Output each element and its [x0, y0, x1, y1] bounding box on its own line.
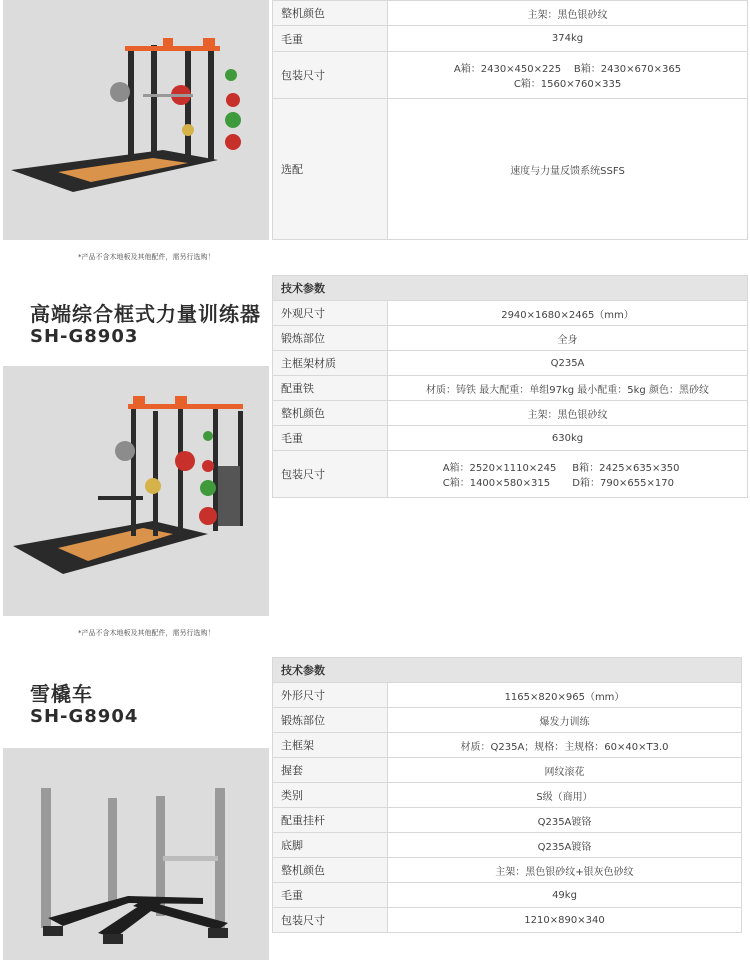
spec-value: 374kg: [388, 26, 748, 52]
pack-b: B箱：2425×635×350: [572, 463, 680, 474]
spec-value: 1165×820×965（mm）: [388, 683, 742, 708]
product-image-g8902: [3, 0, 269, 240]
spec-value: Q235A: [388, 351, 748, 376]
sled-illustration: [3, 748, 269, 960]
spec-value: 630kg: [388, 426, 748, 451]
spec-key: 锻炼部位: [273, 326, 388, 351]
spec-key: 主框架材质: [273, 351, 388, 376]
product-image-g8904: [3, 748, 269, 960]
pack-d: D箱：790×655×170: [572, 478, 674, 489]
spec-key: 底脚: [273, 833, 388, 858]
spec-value: 主架：黑色银砂纹+银灰色砂纹: [388, 858, 742, 883]
spec-key: 毛重: [273, 426, 388, 451]
spec-key: 外形尺寸: [273, 683, 388, 708]
spec-key: 毛重: [273, 883, 388, 908]
spec-key: 外观尺寸: [273, 301, 388, 326]
pack-a: A箱：2520×1110×245: [442, 463, 557, 474]
spec-value: 49kg: [388, 883, 742, 908]
spec-header: 技术参数: [273, 658, 742, 683]
spec-value: 速度与力量反馈系统SSFS: [388, 99, 748, 240]
product-model: SH-G8904: [30, 706, 139, 727]
spec-value: 主架：黑色银砂纹: [388, 1, 748, 26]
pack-c: C箱：1560×760×335: [513, 79, 622, 90]
spec-value: 全身: [388, 326, 748, 351]
product-image-g8903: [3, 366, 269, 616]
product-title: 雪橇车: [30, 682, 93, 706]
spec-key: 毛重: [273, 26, 388, 52]
spec-value-pack: [388, 52, 748, 99]
spec-table-g8904: [272, 657, 742, 933]
spec-key: 配重挂杆: [273, 808, 388, 833]
spec-value-pack: [388, 451, 748, 498]
spec-key: 类别: [273, 783, 388, 808]
spec-key: 主框架: [273, 733, 388, 758]
spec-value: 网纹滚花: [388, 758, 742, 783]
spec-table-g8902: [272, 0, 748, 240]
combined-rack-illustration: [3, 366, 269, 616]
power-rack-illustration: [3, 0, 269, 240]
spec-key: 包装尺寸: [273, 451, 388, 498]
spec-table-g8903: [272, 275, 748, 498]
spec-header: 技术参数: [273, 276, 748, 301]
spec-key: 整机颜色: [273, 401, 388, 426]
pack-c: C箱：1400×580×315: [442, 478, 551, 489]
spec-value: Q235A镀铬: [388, 808, 742, 833]
pack-a: A箱：2430×450×225: [453, 64, 562, 75]
spec-value: 主架：黑色银砂纹: [388, 401, 748, 426]
spec-value: 1210×890×340: [388, 908, 742, 933]
spec-key: 包装尺寸: [273, 52, 388, 99]
product-model: SH-G8903: [30, 326, 139, 347]
spec-value: S级（商用）: [388, 783, 742, 808]
spec-value: 2940×1680×2465（mm）: [388, 301, 748, 326]
spec-key: 整机颜色: [273, 1, 388, 26]
disclaimer-note: *产品不含木地板及其他配件，需另行选购！: [78, 629, 215, 637]
disclaimer-note: *产品不含木地板及其他配件，需另行选购！: [78, 253, 215, 261]
spec-key: 包装尺寸: [273, 908, 388, 933]
spec-key: 整机颜色: [273, 858, 388, 883]
product-title: 高端综合框式力量训练器: [30, 302, 261, 326]
spec-key: 握套: [273, 758, 388, 783]
spec-value: 材质：铸铁 最大配重：单组97kg 最小配重：5kg 颜色：黑砂纹: [388, 376, 748, 401]
spec-value: 爆发力训练: [388, 708, 742, 733]
pack-b: B箱：2430×670×365: [573, 64, 682, 75]
spec-key: 配重铁: [273, 376, 388, 401]
spec-key: 锻炼部位: [273, 708, 388, 733]
spec-value: 材质：Q235A；规格：主规格：60×40×T3.0: [388, 733, 742, 758]
spec-key: 选配: [273, 99, 388, 240]
spec-value: Q235A镀铬: [388, 833, 742, 858]
